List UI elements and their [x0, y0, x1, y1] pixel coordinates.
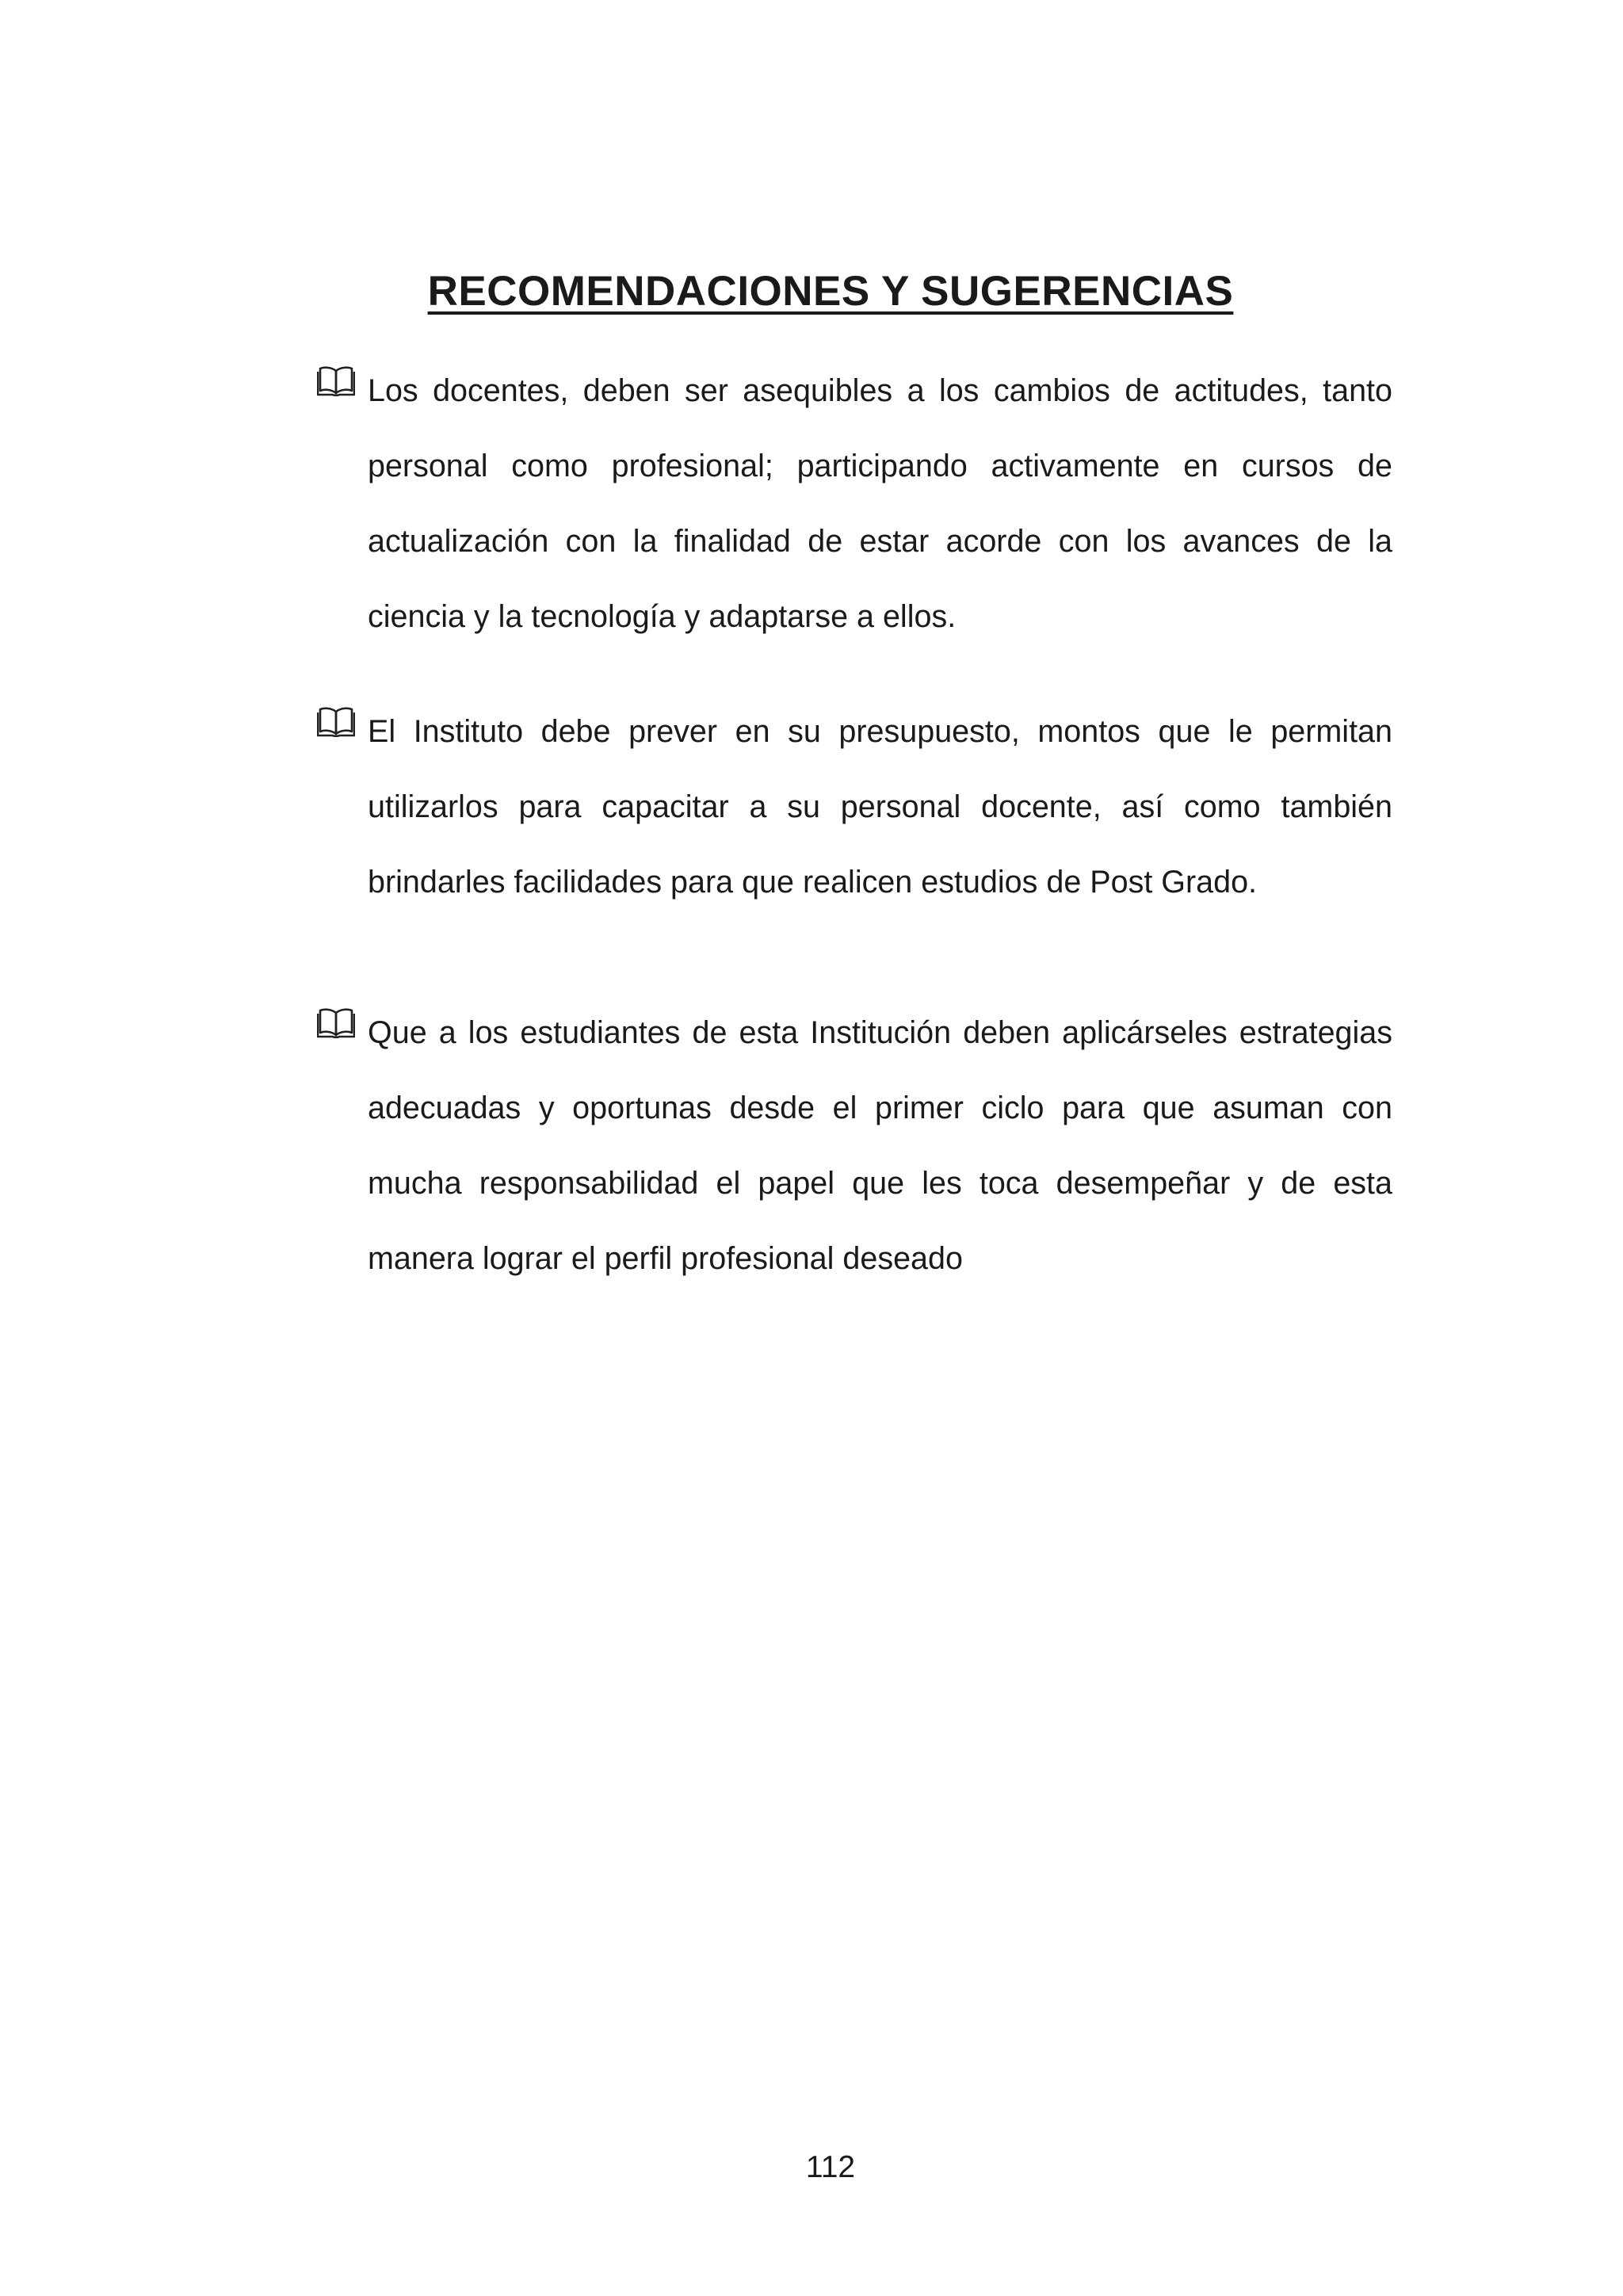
recommendation-item [317, 995, 1392, 1297]
page-title: RECOMENDACIONES Y SUGERENCIAS [427, 268, 1234, 315]
recommendation-text: Que a los estudiantes de esta Institución deben aplicárseles estrategias adecuadas y oportunas desde el primer ciclo para que asuman con mucha responsabilidad el papel que les toca desempeñar y de esta manera lograr el perfil profesional deseado [368, 1015, 1392, 1276]
open-book-icon [317, 705, 355, 737]
recommendation-text: El Instituto debe prever en su presupuesto, montos que le permitan utilizarlos para capacitar a su personal docente, así como también brindarles facilidades para que realicen estudios de Post Grado. [368, 714, 1392, 900]
page-number: 112 [805, 2150, 856, 2184]
open-book-icon [317, 365, 355, 396]
recommendation-item [317, 694, 1392, 920]
recommendation-item [317, 353, 1392, 655]
recommendation-text: Los docentes, deben ser asequibles a los cambios de actitudes, tanto personal como profesional; participando activamente en cursos de actualización con la finalidad de estar acorde con los avances de la ciencia y la tecnología y adaptarse a ellos. [368, 373, 1392, 634]
open-book-icon [317, 1007, 355, 1038]
